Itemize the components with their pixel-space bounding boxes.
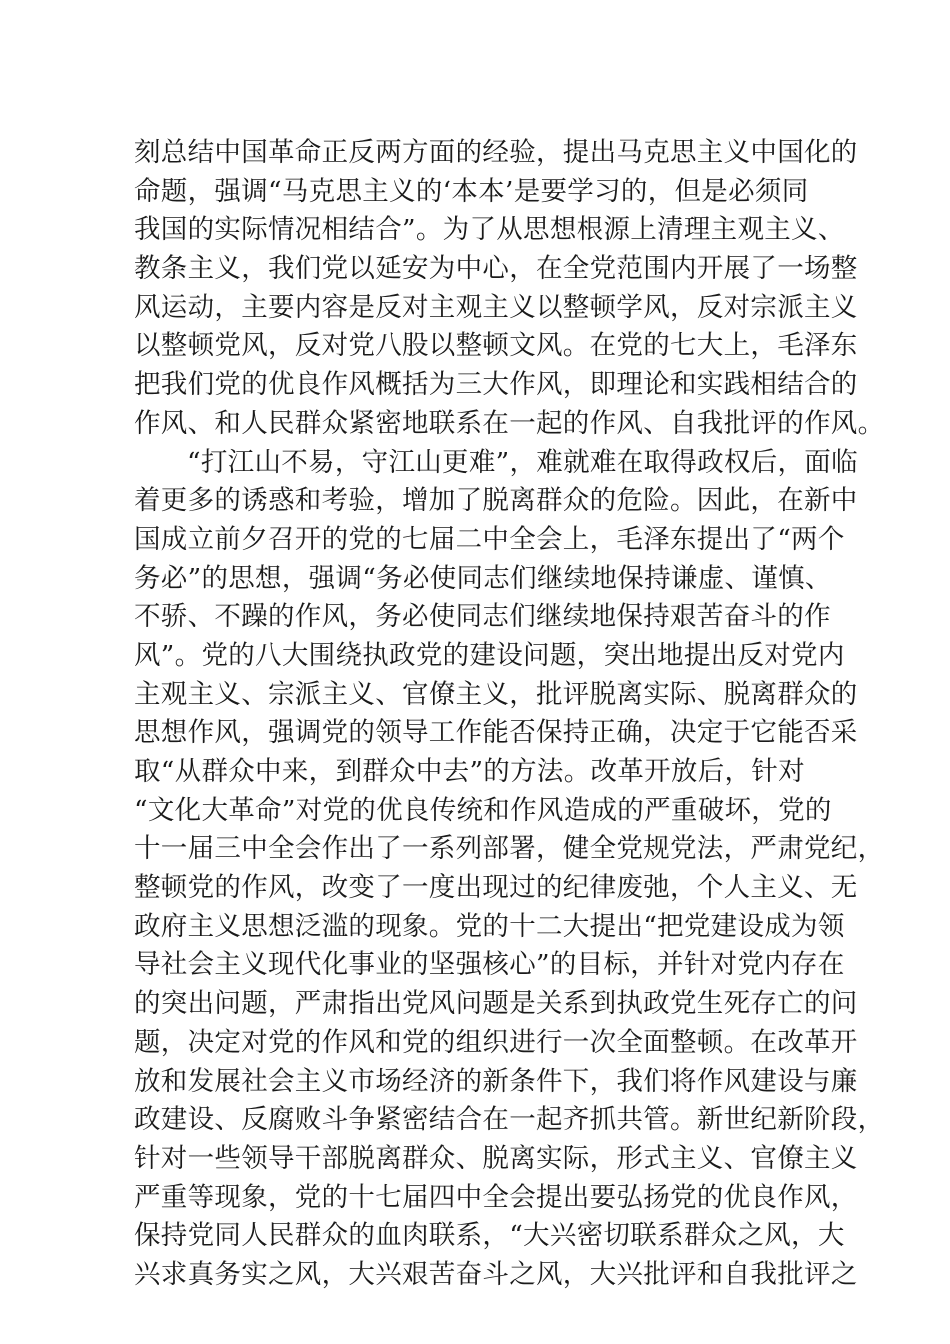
text-line: 政府主义思想泛滥的现象。党的十二大提出“把党建设成为领 [134,910,845,942]
text-line: 风”。党的八大围绕执政党的建设问题，突出地提出反对党内 [134,639,845,671]
text-line: 把我们党的优良作风概括为三大作风，即理论和实践相结合的 [134,369,858,401]
text-line: 整顿党的作风，改变了一度出现过的纪律废弛，个人主义、无 [134,872,858,904]
text-line: 教条主义，我们党以延安为中心，在全党范围内开展了一场整 [134,253,858,285]
paragraph-start-line: “打江山不易，守江山更难”，难就难在取得政权后，面临 [187,446,858,478]
text-line: 作风、和人民群众紧密地联系在一起的作风、自我批评的作风。 [134,407,885,439]
text-line: 的突出问题，严肃指出党风问题是关系到执政党生死存亡的问 [134,988,858,1020]
text-line: 不骄、不躁的作风，务必使同志们继续地保持艰苦奋斗的作 [134,601,831,633]
text-line: 严重等现象，党的十七届四中全会提出要弘扬党的优良作风， [134,1181,858,1213]
text-line: 保持党同人民群众的血肉联系，“大兴密切联系群众之风，大 [134,1220,845,1252]
text-line: 兴求真务实之风，大兴艰苦奋斗之风，大兴批评和自我批评之 [134,1258,858,1290]
text-line: 着更多的诱惑和考验，增加了脱离群众的危险。因此，在新中 [134,485,858,517]
text-line: 以整顿党风，反对党八股以整顿文风。在党的七大上，毛泽东 [134,330,858,362]
text-line: “文化大革命”对党的优良传统和作风造成的严重破坏，党的 [134,794,832,826]
text-line: 主观主义、宗派主义、官僚主义，批评脱离实际、脱离群众的 [134,678,858,710]
text-line: 思想作风，强调党的领导工作能否保持正确，决定于它能否采 [134,717,858,749]
text-line: 十一届三中全会作出了一系列部署，健全党规党法，严肃党纪， [134,833,885,865]
text-line: 刻总结中国革命正反两方面的经验，提出马克思主义中国化的 [134,137,858,168]
text-line: 命题，强调“马克思主义的‘本本’是要学习的，但是必须同 [134,175,809,207]
text-line: 政建设、反腐败斗争紧密结合在一起齐抓共管。新世纪新阶段， [134,1104,885,1136]
text-line: 题，决定对党的作风和党的组织进行一次全面整顿。在改革开 [134,1026,858,1058]
text-line: 我国的实际情况相结合”。为了从思想根源上清理主观主义、 [134,214,845,246]
text-line: 风运动，主要内容是反对主观主义以整顿学风，反对宗派主义 [134,291,858,323]
body-text [134,134,885,1295]
text-line: 导社会主义现代化事业的坚强核心”的目标，并针对党内存在 [134,949,845,981]
text-line: 务必”的思想，强调“务必使同志们继续地保持谦虚、谨慎、 [134,562,832,594]
text-line: 国成立前夕召开的党的七届二中全会上，毛泽东提出了“两个 [134,523,845,555]
text-line: 针对一些领导干部脱离群众、脱离实际，形式主义、官僚主义 [134,1142,858,1174]
text-line: 取“从群众中来，到群众中去”的方法。改革开放后，针对 [134,756,805,787]
text-line: 放和发展社会主义市场经济的新条件下，我们将作风建设与廉 [134,1065,858,1097]
